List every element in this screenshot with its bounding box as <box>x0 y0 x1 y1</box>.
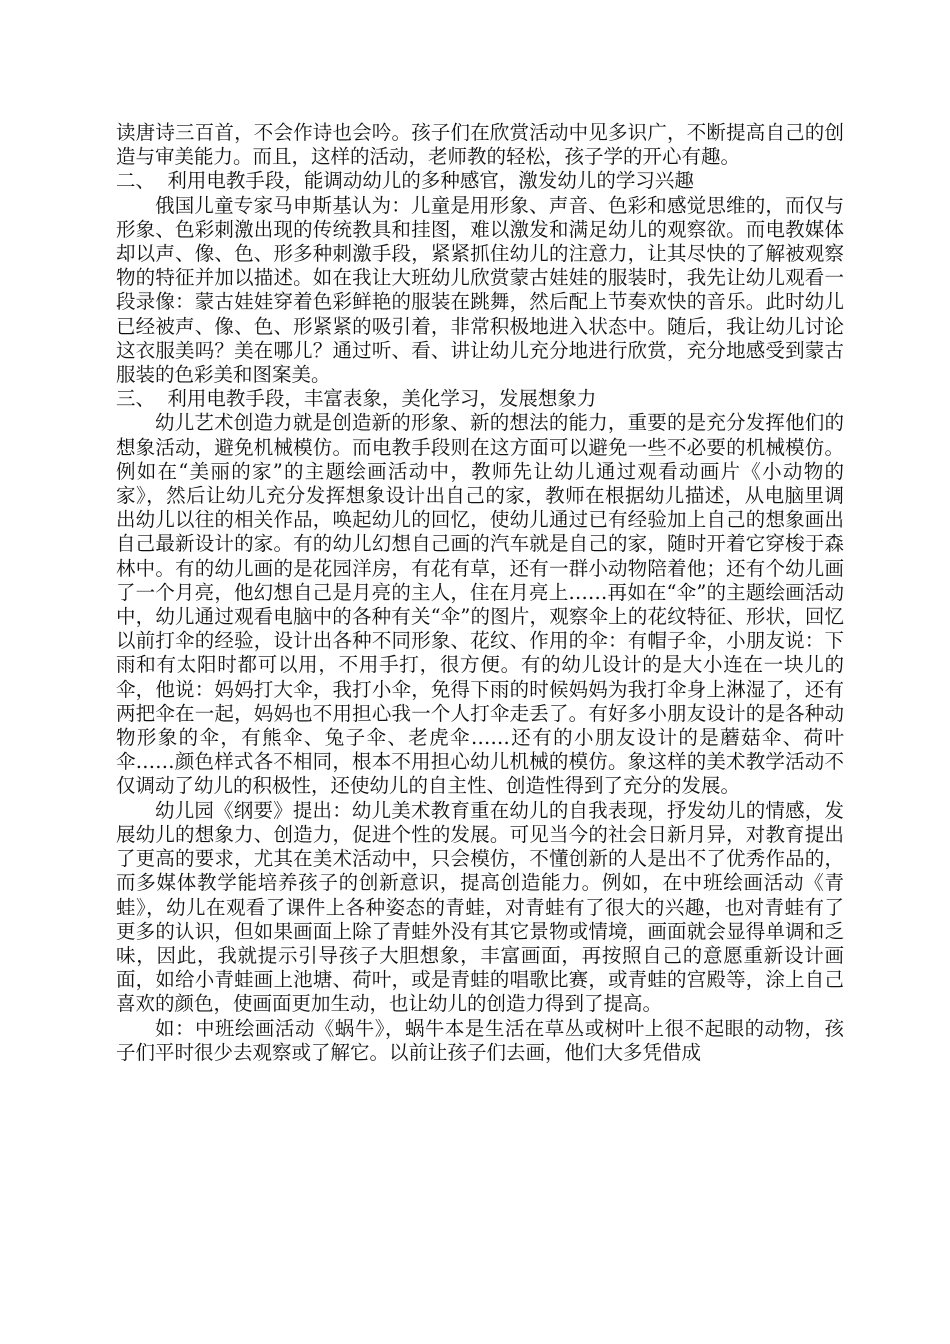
section-heading: 三、 利用电教手段，丰富表象，美化学习，发展想象力 <box>116 387 597 411</box>
body-paragraph: 俄国儿童专家马申斯基认为：儿童是用形象、声音、色彩和感觉思维的，而仅与形象、色彩刺激出现的传统教具和挂图，难以激发和满足幼儿的观察欲。而电教媒体却以声、像、色、形多种刺激手段，紧紧抓住幼儿的注意力，让其尽快的了解被观察物的特征并加以描述。如在我让大班幼儿欣赏蒙古娃娃的服装时，我先让幼儿观看一段录像：蒙古娃娃穿着色彩鲜艳的服装在跳舞，然后配上节奏欢快的音乐。此时幼儿已经被声、像、色、形紧紧的吸引着，非常积极地进入状态中。随后，我让幼儿讨论这衣服美吗？美在哪儿？通过听、看、讲让幼儿充分地进行欣赏，充分地感受到蒙古服装的色彩美和图案美。 <box>116 193 844 387</box>
body-paragraph: 幼儿园《纲要》提出：幼儿美术教育重在幼儿的自我表现，抒发幼儿的情感，发展幼儿的想象力、创造力，促进个性的发展。可见当今的社会日新月异，对教育提出了更高的要求，尤其在美术活动中，只会模仿，不懂创新的人是出不了优秀作品的，而多媒体教学能培养孩子的创新意识，提高创造能力。例如，在中班绘画活动《青蛙》，幼儿在观看了课件上各种姿态的青蛙，对青蛙有了很大的兴趣，也对青蛙有了更多的认识，但如果画面上除了青蛙外没有其它景物或情境，画面就会显得单调和乏味，因此，我就提示引导孩子大胆想象，丰富画面，再按照自己的意愿重新设计画面，如给小青蛙画上池塘、荷叶，或是青蛙的唱歌比赛，或青蛙的宫殿等，涂上自己喜欢的颜色，使画面更加生动，也让幼儿的创造力得到了提高。 <box>116 798 844 1016</box>
body-paragraph: 如：中班绘画活动《蜗牛》，蜗牛本是生活在草丛或树叶上很不起眼的动物，孩子们平时很少去观察或了解它。以前让孩子们去画，他们大多凭借成 <box>116 1016 844 1064</box>
section-heading: 二、 利用电教手段，能调动幼儿的多种感官，激发幼儿的学习兴趣 <box>116 169 694 193</box>
body-paragraph: 幼儿艺术创造力就是创造新的形象、新的想法的能力，重要的是充分发挥他们的想象活动，避免机械模仿。而电教手段则在这方面可以避免一些不必要的机械模仿。例如在“美丽的家”的主题绘画活动中，教师先让幼儿通过观看动画片《小动物的家》，然后让幼儿充分发挥想象设计出自己的家，教师在根据幼儿描述，从电脑里调出幼儿以往的相关作品，唤起幼儿的回忆，使幼儿通过已有经验加上自己的想象画出自己最新设计的家。有的幼儿幻想自己画的汽车就是自己的家，随时开着它穿梭于森林中。有的幼儿画的是花园洋房，有花有草，还有一群小动物陪着他；还有个幼儿画了一个月亮，他幻想自己是月亮的主人，住在月亮上……再如在“伞”的主题绘画活动中，幼儿通过观看电脑中的各种有关“伞”的图片，观察伞上的花纹特征、形状，回忆以前打伞的经验，设计出各种不同形象、花纹、作用的伞：有帽子伞，小朋友说：下雨和有太阳时都可以用，不用手打，很方便。有的幼儿设计的是大小连在一块儿的伞，他说：妈妈打大伞，我打小伞，免得下雨的时候妈妈为我打伞身上淋湿了，还有两把伞在一起，妈妈也不用担心我一个人打伞走丢了。有好多小朋友设计的是各种动物形象的伞，有熊伞、兔子伞、老虎伞……还有的小朋友设计的是蘑菇伞、荷叶伞……颜色样式各不相同，根本不用担心幼儿机械的模仿。象这样的美术教学活动不仅调动了幼儿的积极性，还使幼儿的自主性、创造性得到了充分的发展。 <box>116 411 844 798</box>
body-paragraph: 读唐诗三百首，不会作诗也会吟。孩子们在欣赏活动中见多识广，不断提高自己的创造与审美能力。而且，这样的活动，老师教的轻松，孩子学的开心有趣。 <box>116 121 844 169</box>
document-page <box>116 121 844 1065</box>
